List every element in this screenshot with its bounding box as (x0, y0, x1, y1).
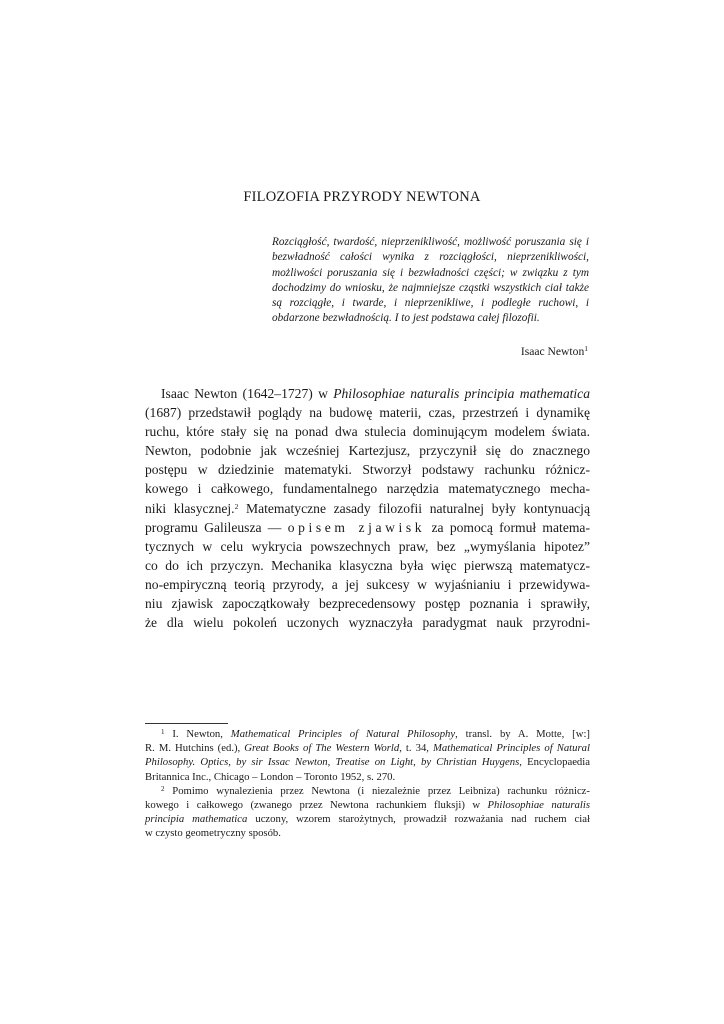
epigraph-line: ciał także są rozciągłe, i twarde, i nieprzenikliwe, i podległe (272, 281, 589, 310)
epigraph-author-name: Isaac Newton (520, 345, 585, 358)
body-line: tycznych w celu wykrycia powszechnych praw, bez „wymyślania hipotez” (145, 538, 590, 554)
body-line: (1687) przedstawił poglądy na budowę materii, czas, przestrzeń i dynamikę (145, 405, 590, 421)
footnote-separator (145, 723, 228, 724)
footnote-2-line: w czysto geometryczny sposób. (145, 827, 281, 840)
body-line: niu zjawisk zapoczątkowały bezprecedensowy postęp poznania i sprawiły, (145, 596, 590, 612)
body-line: niki klasycznej.$^2$ Matematyczne zasady filozofii naturalnej były kontynuacją (145, 500, 590, 516)
body-line: Newton, podobnie jak wcześniej Kartezjusz, przyczynił się do znacznego (145, 443, 590, 459)
footnote-1-line: Philosophy. Optics, by sir Issac Newton, Treatise on Light, by Christian Huygens, Encyclopaedia (145, 756, 590, 769)
body-line: postępu w dziedzinie matematyki. Stworzył podstawy rachunku różnicz- (145, 462, 590, 478)
body-line: no-empiryczną teorią przyrody, a jej sukcesy w wyjaśnianiu i przewidywa- (145, 576, 590, 592)
body-line: co do ich przyczyn. Mechanika klasyczna była więc pierwszą matematycz- (145, 557, 590, 573)
epigraph (272, 235, 589, 327)
footnote-ref-2[interactable]: 2 (234, 501, 239, 511)
epigraph-line: Rozciągłość, twardość, nieprzenikliwość, możliwość poruszania (272, 236, 566, 248)
footnote-1-line: $^1$ I. Newton, Mathematical Principles of Natural Philosophy, transl. by A. Motte, [w:] (161, 728, 590, 740)
epigraph-line: filozofii. (502, 312, 540, 325)
body-line: że dla wielu pokoleń uczonych wyznaczyła paradygmat nauk przyrodni- (145, 615, 590, 631)
body-line: programu Galileusza — opisem zjawisk za pomocą formuł matema- (145, 519, 590, 535)
footnote-2-line: kowego i całkowego (zwanego przez Newtona rachunkiem fluksji) w Philosophiae naturalis (145, 799, 590, 812)
body-line: Isaac Newton (1642–1727) w Philosophiae naturalis principia mathematica (161, 386, 591, 401)
footnote-ref-1[interactable]: 1 (584, 344, 588, 353)
chapter-title: FILOZOFIA PRZYRODY NEWTONA (243, 189, 481, 205)
epigraph-line: ruchowi, i obdarzone bezwładnością. I to jest podstawa całej (272, 297, 589, 325)
epigraph-author (521, 345, 588, 358)
footnotes (145, 727, 590, 841)
footnote-1-line: Britannica Inc., Chicago – London – Toronto 1952, s. 270. (145, 770, 396, 783)
body-line: kowego i całkowego, fundamentalnego narzędzia matematycznego mecha- (145, 481, 590, 497)
body-paragraph (145, 384, 590, 632)
footnote-2-line: $^2$ Pomimo wynalezienia przez Newtona (i niezależnie przez Leibniza) rachunku różnicz- (161, 784, 590, 797)
epigraph-line: się i bezwładność całości wynika z rozciągłości, nieprzenikliwości, (272, 236, 590, 264)
body-line: ruchu, które stały się na ponad dwa stulecia dominującym modelem świata. (145, 424, 590, 440)
footnote-2-line: principia mathematica uczony, wzorem starożytnych, prowadził rozważania nad ruchem ciał (145, 813, 590, 826)
epigraph-line: możliwości poruszania się i bezwładności części; w związku (272, 266, 559, 279)
epigraph-line: z tym dochodzimy do wniosku, że najmniejsze cząstki wszystkich (272, 266, 589, 294)
footnote-1-line: R. M. Hutchins (ed.), Great Books of The Western World, t. 34, Mathematical Principles of Natural (145, 742, 590, 755)
